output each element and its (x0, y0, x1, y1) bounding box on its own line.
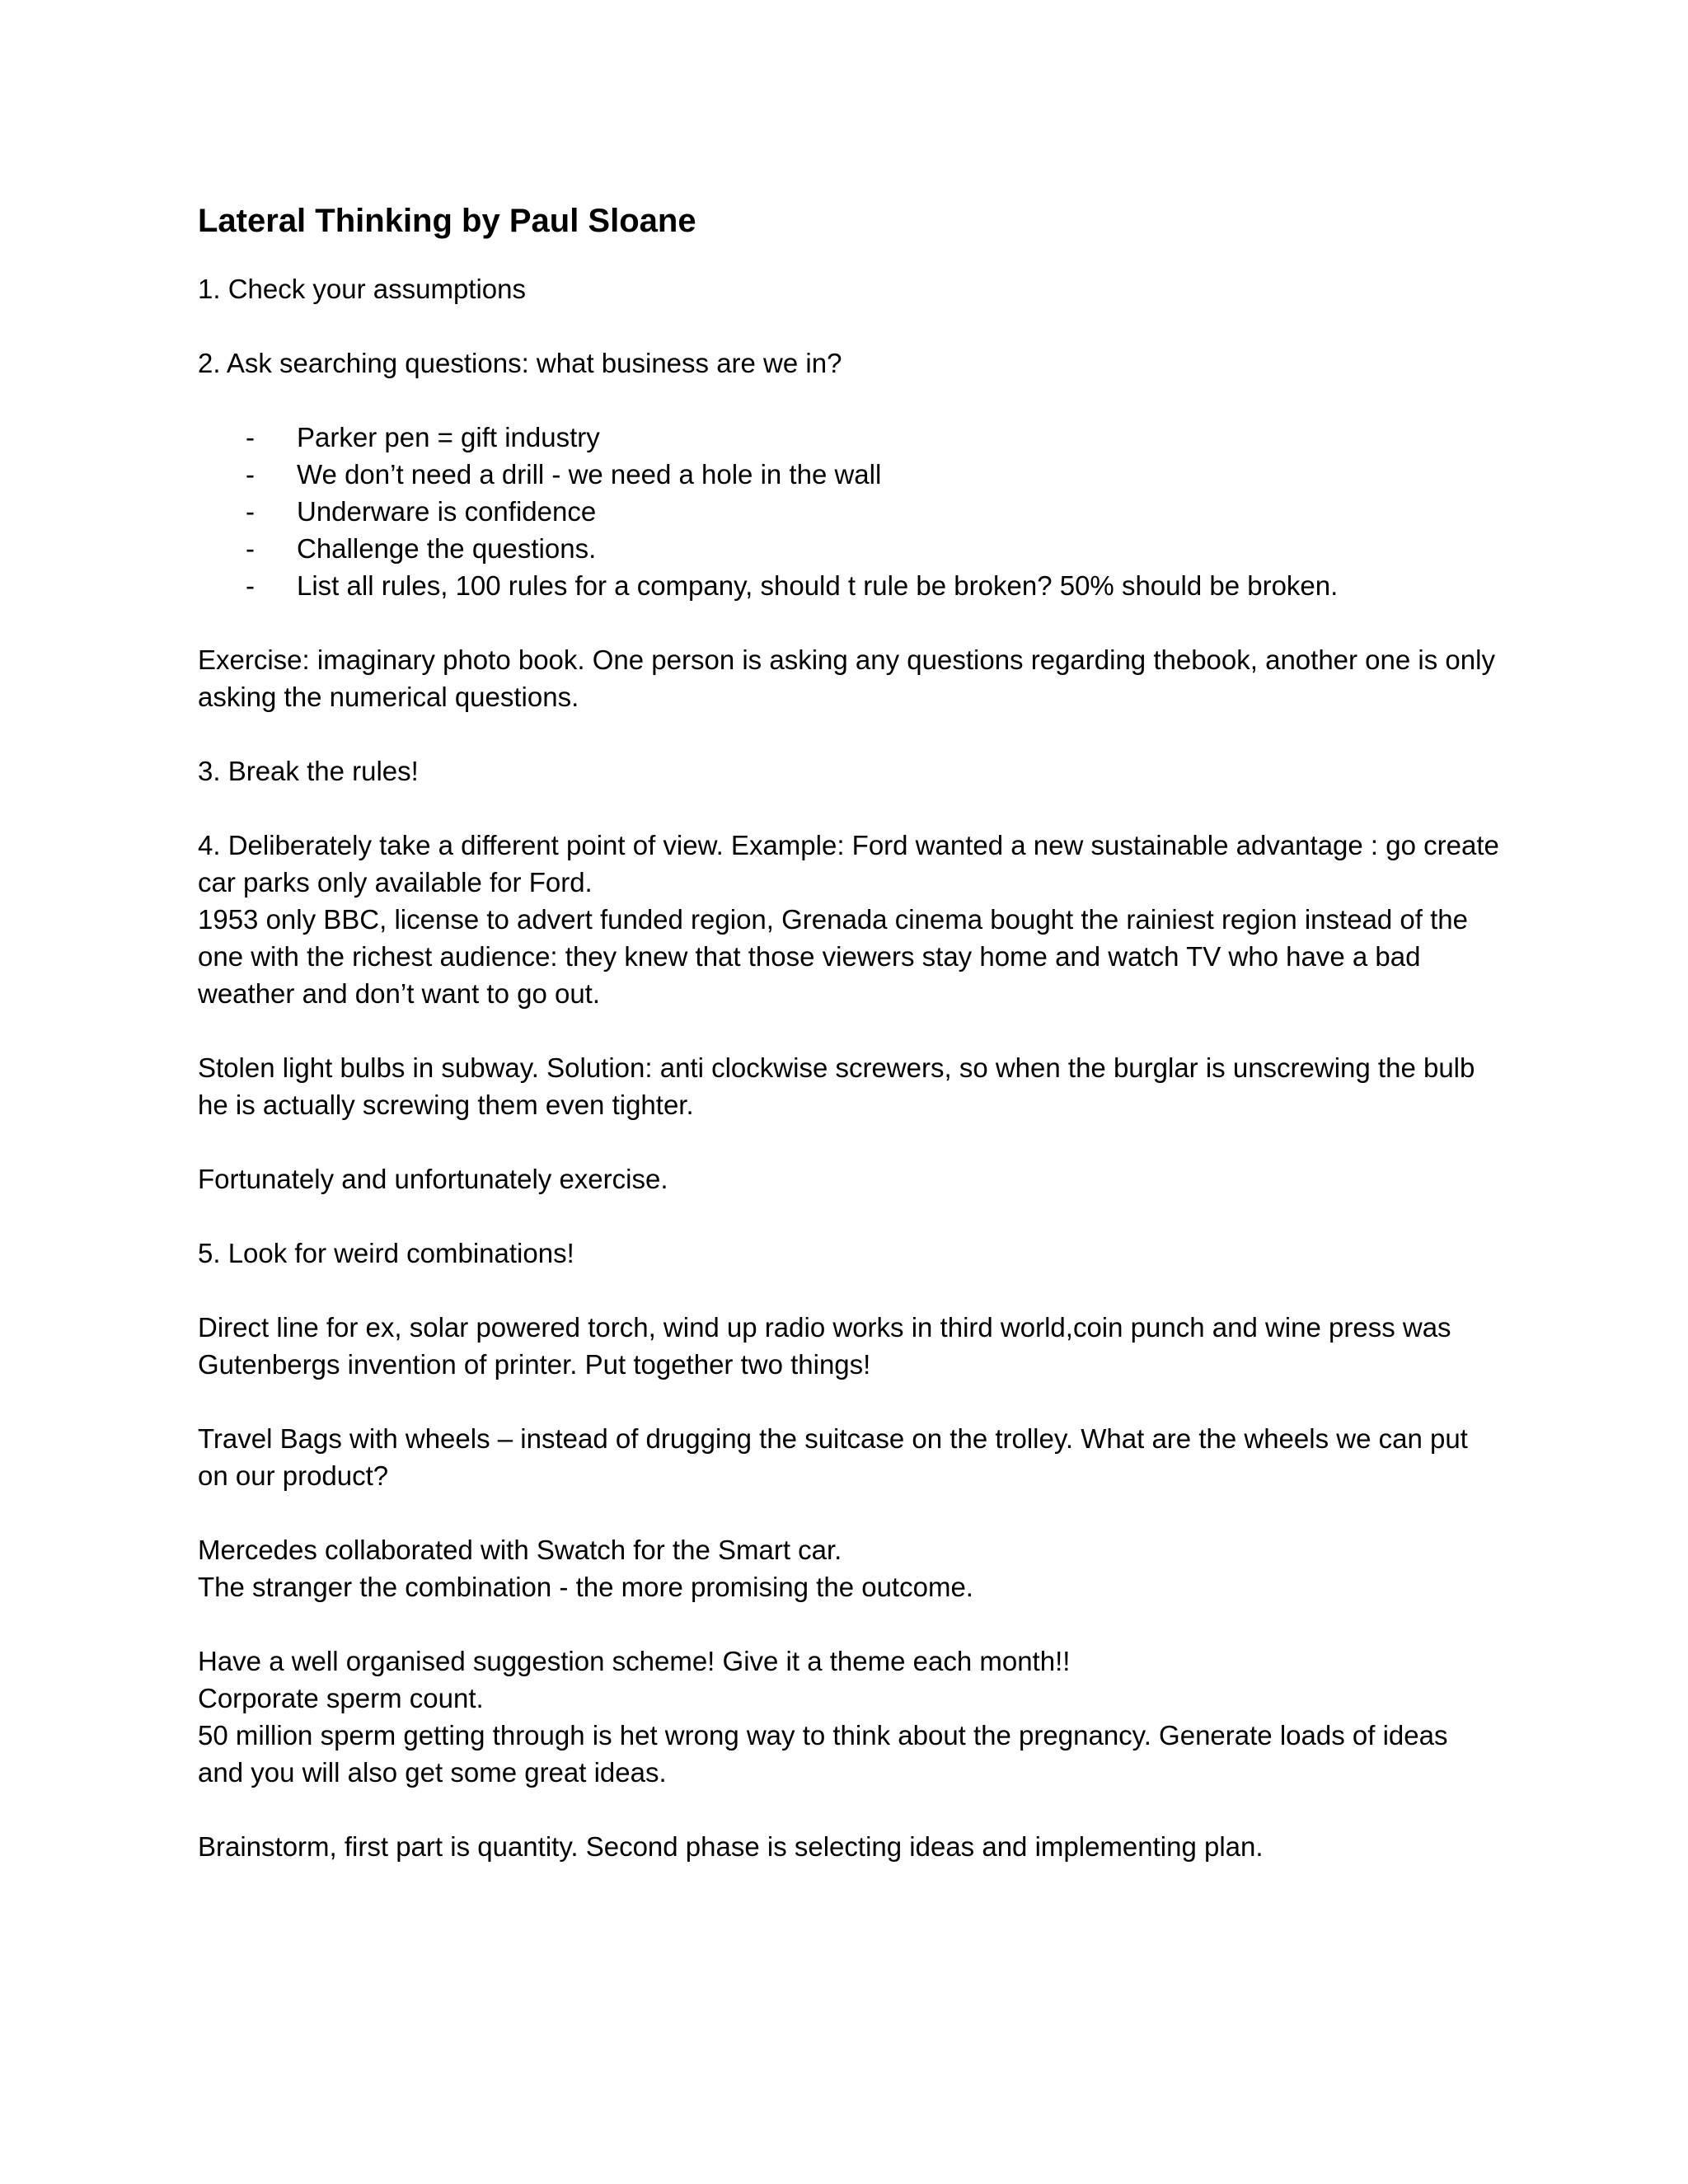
list-item-text: Challenge the questions. (297, 533, 597, 564)
point-2-ask-questions: 2. Ask searching questions: what business are we in? (198, 348, 842, 378)
list-item-text: Underware is confidence (297, 496, 597, 527)
bullet-dash: - (246, 459, 255, 490)
mercedes-swatch-example: Mercedes collaborated with Swatch for the Smart car. (198, 1535, 842, 1565)
business-examples-list (198, 419, 1500, 604)
list-item-text: We don’t need a drill - we need a hole in the wall (297, 459, 882, 490)
fortunately-exercise: Fortunately and unfortunately exercise. (198, 1164, 668, 1194)
bullet-dash: - (246, 533, 255, 564)
point-4-different-view: 4. Deliberately take a different point of view. Example: Ford wanted a new sustainable advantage : go create car parks only available for Ford. (198, 830, 1499, 898)
list-item (198, 567, 1500, 604)
document-title: Lateral Thinking by Paul Sloane (198, 203, 696, 239)
brainstorm-note: Brainstorm, first part is quantity. Second phase is selecting ideas and implementing plan. (198, 1831, 1264, 1862)
point-5-weird-combinations: 5. Look for weird combinations! (198, 1238, 574, 1268)
bullet-dash: - (246, 570, 255, 601)
list-item (198, 419, 1500, 456)
point-3-break-rules: 3. Break the rules! (198, 756, 419, 786)
exercise-photo-book: Exercise: imaginary photo book. One person is asking any questions regarding thebook, another one is only asking the numerical questions. (198, 644, 1495, 712)
stranger-combination-note: The stranger the combination - the more promising the outcome. (198, 1572, 973, 1602)
list-item (198, 530, 1500, 567)
suggestion-scheme-note: Have a well organised suggestion scheme! Give it a theme each month!! (198, 1646, 1071, 1676)
bullet-dash: - (246, 422, 255, 452)
direct-line-example: Direct line for ex, solar powered torch, wind up radio works in third world,coin punch and wine press was Gutenbergs invention of printer. Put together two things! (198, 1312, 1451, 1380)
corporate-sperm-count: Corporate sperm count. (198, 1683, 484, 1713)
bullet-dash: - (246, 496, 255, 527)
bbc-grenada-example: 1953 only BBC, license to advert funded region, Grenada cinema bought the rainiest region instead of the one with the richest audience: they knew that those viewers stay home and watch TV who have a bad weather and don’t want to go out. (198, 904, 1468, 1009)
travel-bags-example: Travel Bags with wheels – instead of drugging the suitcase on the trolley. What are the wheels we can put on our product? (198, 1423, 1468, 1491)
list-item-text: Parker pen = gift industry (297, 422, 600, 452)
light-bulbs-example: Stolen light bulbs in subway. Solution: anti clockwise screwers, so when the burglar is unscrewing the bulb he is actually screwing them even tighter. (198, 1052, 1475, 1120)
point-1-check-assumptions: 1. Check your assumptions (198, 274, 527, 304)
document-page (198, 198, 1500, 1902)
fifty-million-note: 50 million sperm getting through is het wrong way to think about the pregnancy. Generate loads of ideas and you will also get some great ideas. (198, 1720, 1448, 1788)
list-item (198, 493, 1500, 530)
list-item (198, 456, 1500, 493)
list-item-text: List all rules, 100 rules for a company, should t rule be broken? 50% should be broken. (297, 570, 1339, 601)
